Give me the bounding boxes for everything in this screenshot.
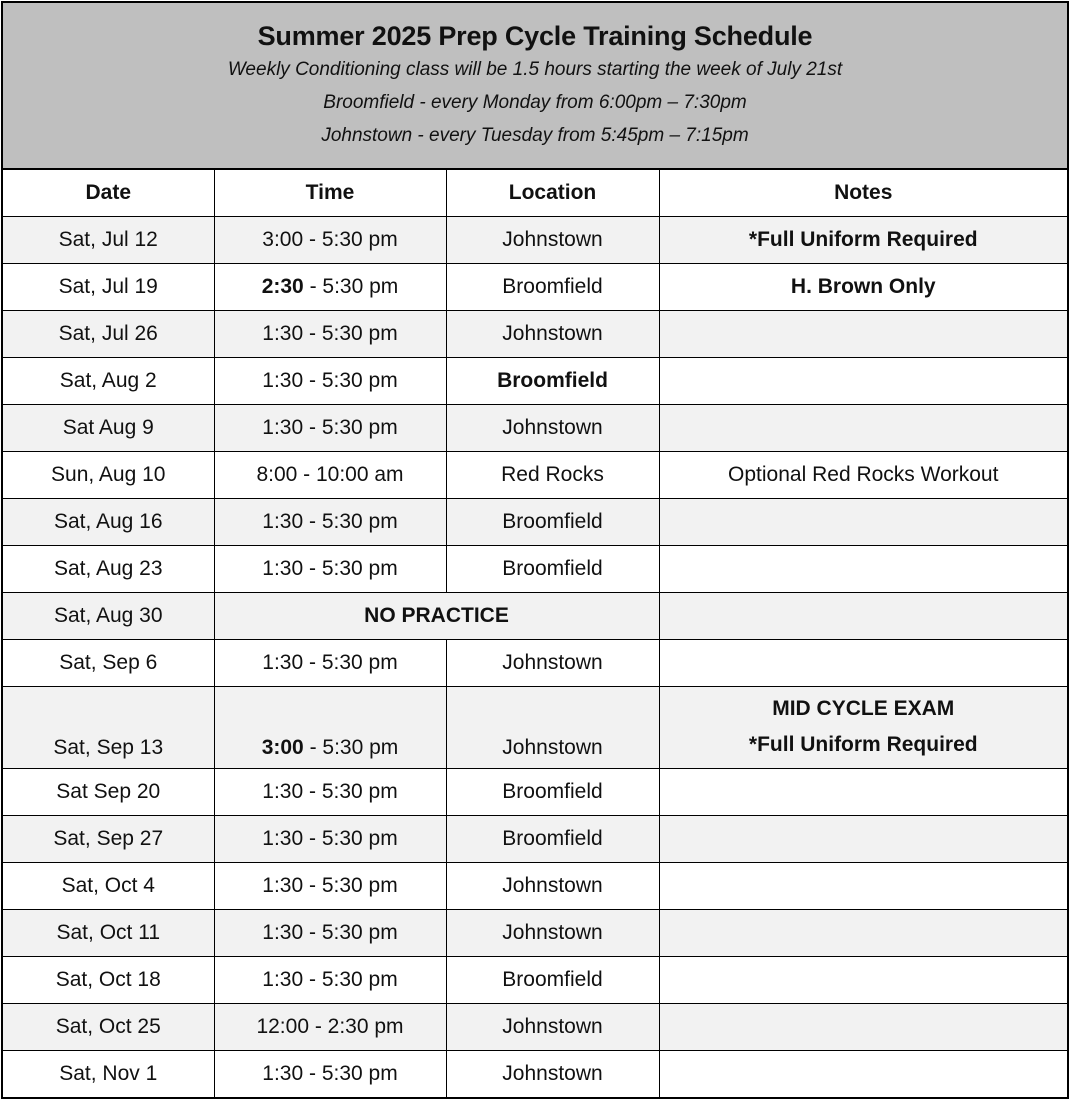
location-cell: Johnstown [446,310,659,357]
time-text: 1:30 - 5:30 pm [262,873,398,897]
time-text: - 5:30 pm [303,274,399,298]
table-row [3,1050,1067,1097]
notes-cell [659,862,1067,909]
notes-cell [659,545,1067,592]
time-cell [214,1003,446,1050]
date-cell: Sat, Oct 11 [3,909,214,956]
notes-cell [659,686,1067,768]
time-text: 1:30 - 5:30 pm [262,509,398,533]
notes-cell [659,1003,1067,1050]
notes-column-header: Notes [659,170,1067,216]
table-header-row [3,170,1067,216]
date-cell: Sat, Aug 16 [3,498,214,545]
location-cell: Johnstown [446,1003,659,1050]
notes-cell [659,498,1067,545]
time-cell [214,862,446,909]
schedule-document [1,1,1069,1099]
notes-cell [659,404,1067,451]
date-cell: Sat, Oct 18 [3,956,214,1003]
table-row [3,498,1067,545]
time-cell [214,909,446,956]
location-cell: Broomfield [446,498,659,545]
date-cell: Sat, Sep 27 [3,815,214,862]
location-cell: Johnstown [446,404,659,451]
date-cell: Sat Sep 20 [3,768,214,815]
time-cell [214,451,446,498]
uniform-note: *Full Uniform Required [748,733,978,756]
notes-cell [659,1050,1067,1097]
location-cell: Johnstown [446,686,659,768]
time-cell [214,1050,446,1097]
table-row [3,909,1067,956]
table-row [3,404,1067,451]
conditioning-note: Weekly Conditioning class will be 1.5 hours starting the week of July 21st [227,59,843,80]
date-cell: Sat, Jul 19 [3,263,214,310]
table-row [3,545,1067,592]
table-row [3,451,1067,498]
time-cell [214,498,446,545]
notes-cell: Optional Red Rocks Workout [659,451,1067,498]
schedule-table [3,170,1067,1097]
date-column-header: Date [3,170,214,216]
date-cell: Sat, Oct 4 [3,862,214,909]
time-cell [214,310,446,357]
location-cell: Broomfield [446,357,659,404]
time-text: 1:30 - 5:30 pm [262,1061,398,1085]
location-cell: Johnstown [446,862,659,909]
time-text: 1:30 - 5:30 pm [262,826,398,850]
table-row [3,639,1067,686]
location-column-header: Location [446,170,659,216]
time-text: 1:30 - 5:30 pm [262,415,398,439]
time-cell [214,263,446,310]
date-cell: Sun, Aug 10 [3,451,214,498]
notes-cell: *Full Uniform Required [659,216,1067,263]
location-cell: Johnstown [446,216,659,263]
location-cell: Broomfield [446,815,659,862]
notes-cell [659,956,1067,1003]
table-row [3,357,1067,404]
notes-cell [659,768,1067,815]
notes-cell [659,639,1067,686]
time-start-bold: 3:00 [261,735,304,759]
time-cell [214,357,446,404]
time-cell [214,768,446,815]
date-cell: Sat, Sep 13 [3,686,214,768]
date-cell: Sat, Jul 12 [3,216,214,263]
table-row [3,815,1067,862]
notes-cell [659,310,1067,357]
date-cell: Sat, Sep 6 [3,639,214,686]
time-text: 1:30 - 5:30 pm [262,779,398,803]
date-cell: Sat, Aug 30 [3,592,214,639]
table-row [3,310,1067,357]
time-text: 1:30 - 5:30 pm [262,556,398,580]
location-cell: Johnstown [446,1050,659,1097]
johnstown-conditioning-note: Johnstown - every Tuesday from 5:45pm – 7:15pm [321,125,749,146]
time-text: - 5:30 pm [303,735,399,759]
time-text: 1:30 - 5:30 pm [262,321,398,345]
time-text: 1:30 - 5:30 pm [262,650,398,674]
time-cell [214,404,446,451]
notes-cell: H. Brown Only [659,263,1067,310]
table-row [3,216,1067,263]
location-cell: Broomfield [446,263,659,310]
location-cell: Johnstown [446,909,659,956]
notes-cell [659,357,1067,404]
date-cell: Sat, Aug 2 [3,357,214,404]
notes-cell [659,815,1067,862]
time-start-bold: 2:30 [261,274,304,298]
time-text: 8:00 - 10:00 am [256,462,404,486]
location-cell: Broomfield [446,768,659,815]
time-text: 3:00 - 5:30 pm [262,227,398,251]
time-cell [214,815,446,862]
time-text: 1:30 - 5:30 pm [262,967,398,991]
location-cell: Broomfield [446,956,659,1003]
schedule-title: Summer 2025 Prep Cycle Training Schedule [257,21,813,51]
date-cell: Sat, Aug 23 [3,545,214,592]
time-text: 1:30 - 5:30 pm [262,920,398,944]
exam-note: MID CYCLE EXAM [772,697,955,720]
date-cell: Sat, Jul 26 [3,310,214,357]
notes-cell [659,909,1067,956]
no-practice-cell: NO PRACTICE [214,592,659,639]
time-cell [214,639,446,686]
date-cell: Sat, Oct 25 [3,1003,214,1050]
notes-cell [659,592,1067,639]
date-cell: Sat, Nov 1 [3,1050,214,1097]
table-row [3,862,1067,909]
table-row [3,956,1067,1003]
time-cell [214,216,446,263]
table-row [3,686,1067,768]
table-row [3,592,1067,639]
table-row [3,768,1067,815]
location-cell: Johnstown [446,639,659,686]
schedule-header [3,3,1067,170]
time-text: 1:30 - 5:30 pm [262,368,398,392]
table-row [3,1003,1067,1050]
time-column-header: Time [214,170,446,216]
location-cell: Broomfield [446,545,659,592]
location-cell: Red Rocks [446,451,659,498]
time-cell [214,956,446,1003]
time-cell [214,545,446,592]
time-text: 12:00 - 2:30 pm [256,1014,404,1038]
table-row [3,263,1067,310]
time-cell [214,686,446,768]
broomfield-conditioning-note: Broomfield - every Monday from 6:00pm – 7:30pm [323,92,747,113]
date-cell: Sat Aug 9 [3,404,214,451]
